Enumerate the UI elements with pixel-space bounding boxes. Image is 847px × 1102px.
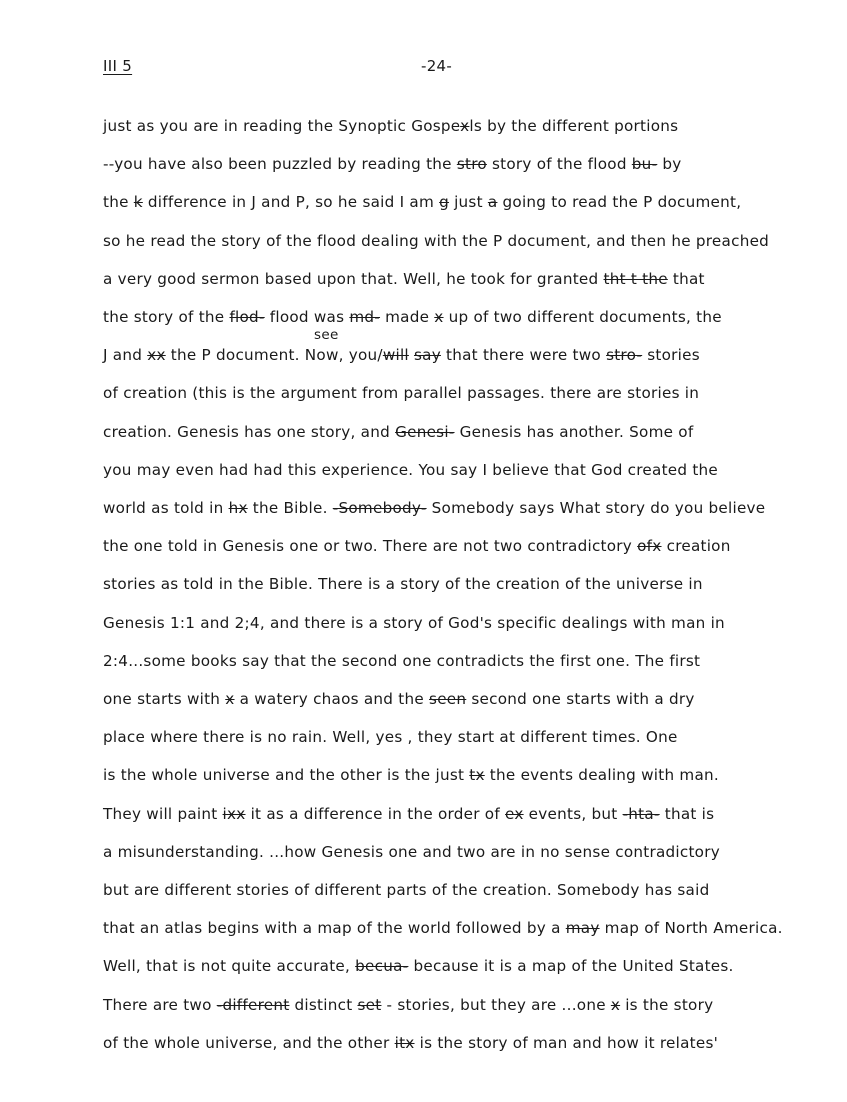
struck-text: xx	[147, 346, 166, 365]
struck-text: hx	[228, 499, 248, 517]
text-line	[103, 345, 700, 365]
text-run: 2:4...some books say that the second one contradicts the first one. The first	[103, 651, 701, 670]
text-run: that there were two	[440, 346, 607, 365]
text-run: stories	[642, 346, 700, 365]
text-line	[103, 574, 703, 594]
struck-text: x	[225, 690, 235, 708]
text-run: Genesis has another. Some of	[454, 422, 694, 441]
text-run: second one starts with a dry	[466, 690, 695, 708]
struck-text: x	[460, 117, 470, 135]
text-run: events, but	[523, 804, 623, 823]
text-run: it as a difference in the order of	[245, 804, 506, 823]
text-run: made	[380, 308, 435, 326]
text-line	[103, 269, 705, 289]
struck-text: becua-	[355, 957, 409, 976]
text-run: going to read the P document,	[497, 193, 742, 212]
struck-text: x	[610, 995, 621, 1014]
page-number: -24-	[421, 57, 453, 75]
text-run: the one told in Genesis one or two. There are not two contradictory	[103, 537, 638, 556]
text-run: just as you are in reading the Synoptic Gospe	[103, 117, 461, 135]
text-line	[103, 689, 695, 709]
struck-text: set	[357, 995, 382, 1014]
section-label: III 5	[103, 57, 133, 75]
struck-text: g	[439, 193, 449, 212]
text-run: creation	[661, 537, 731, 556]
text-run: the P document. Now, you/	[165, 346, 383, 365]
text-line	[103, 383, 699, 403]
text-run: Somebody says What story do you believe	[426, 499, 766, 517]
text-run: the story of the	[103, 308, 230, 326]
struck-text: -hta-	[622, 804, 660, 823]
struck-text: Genesi-	[395, 422, 455, 441]
text-run: of the whole universe, and the other	[103, 1033, 395, 1052]
text-run: the	[103, 193, 134, 212]
text-run: flood was	[264, 308, 350, 326]
text-line	[103, 842, 720, 862]
text-run: that an atlas begins with a map of the world followed by a	[103, 919, 566, 938]
text-line	[103, 613, 725, 633]
struck-text: ixx	[222, 804, 246, 823]
text-run: world as told in	[103, 499, 229, 517]
text-run: of creation (this is the argument from parallel passages. there are stories in	[103, 384, 700, 403]
text-run: that	[667, 269, 705, 288]
struck-text: x	[434, 308, 444, 326]
text-run: difference in J and P, so he said I am	[142, 193, 440, 212]
text-run: map of North America.	[599, 919, 783, 938]
text-line	[103, 727, 678, 747]
text-run: so he read the story of the flood dealing with the P document, and then he preached	[103, 231, 770, 250]
struck-text: will	[382, 346, 409, 365]
text-run: by	[657, 155, 682, 174]
text-run: just	[449, 193, 488, 212]
struck-text: stro-	[606, 346, 643, 365]
struck-text: tx	[469, 766, 485, 785]
text-run: creation. Genesis has one story, and	[103, 422, 396, 441]
text-run: story of the flood	[486, 155, 632, 174]
text-run: Genesis 1:1 and 2;4, and there is a story of God's specific dealings with man in	[103, 613, 725, 632]
text-line	[103, 651, 700, 671]
text-run: one starts with	[103, 690, 226, 708]
text-line	[103, 154, 682, 174]
text-run: up of two different documents, the	[443, 308, 722, 326]
text-line	[103, 231, 769, 251]
struck-text: tht t the	[603, 269, 668, 288]
text-line	[103, 804, 714, 824]
struck-text: bu-	[631, 155, 658, 174]
text-line	[103, 307, 722, 327]
text-run: is the whole universe and the other is the just	[103, 766, 470, 785]
struck-text: itx	[394, 1033, 415, 1052]
text-run: --you have also been puzzled by reading the	[103, 155, 457, 174]
struck-text: ofx	[637, 537, 662, 556]
text-line	[103, 765, 719, 785]
text-run: a very good sermon based upon that. Well, he took for granted	[103, 269, 604, 288]
struck-text: may	[565, 919, 600, 938]
text-run: There are two	[103, 995, 217, 1014]
text-line	[103, 460, 718, 480]
text-line	[103, 536, 731, 556]
text-run: you may even had had this experience. You say I believe that God created the	[103, 460, 719, 479]
text-run: the events dealing with man.	[484, 766, 719, 785]
text-run: is the story	[620, 995, 714, 1014]
struck-text: say	[413, 346, 441, 365]
text-line	[103, 880, 709, 900]
struck-text: -different	[216, 995, 290, 1014]
text-line	[103, 498, 765, 518]
struck-text: k	[133, 193, 143, 212]
text-line	[103, 918, 783, 938]
text-run: They will paint	[103, 804, 223, 823]
struck-text: stro	[456, 155, 487, 174]
text-run: that is	[659, 804, 715, 823]
text-line	[103, 116, 678, 136]
struck-text: md-	[349, 308, 381, 326]
text-line	[103, 995, 713, 1015]
text-run: a misunderstanding. ...how Genesis one and two are in no sense contradictory	[103, 842, 720, 861]
text-line	[103, 422, 693, 442]
struck-text: flod-	[229, 308, 265, 326]
text-line	[103, 956, 734, 976]
text-run: the Bible.	[247, 499, 333, 517]
text-run: place where there is no rain. Well, yes , they start at different times. One	[103, 728, 678, 747]
struck-text: ex	[505, 804, 524, 823]
text-run: ls by the different portions	[469, 117, 679, 135]
struck-text: a	[487, 193, 498, 212]
text-run: distinct	[289, 995, 358, 1014]
text-run: J and	[103, 346, 148, 365]
text-run: but are different stories of different parts of the creation. Somebody has said	[103, 881, 710, 899]
text-run: a watery chaos and the	[234, 690, 430, 708]
text-run: stories as told in the Bible. There is a story of the creation of the universe in	[103, 575, 703, 594]
text-run: is the story of man and how it relates'	[414, 1033, 719, 1052]
struck-text: seen	[429, 690, 467, 708]
text-run: - stories, but they are ...one	[381, 995, 611, 1014]
text-line	[103, 192, 741, 212]
handwritten-insertion: see	[314, 327, 339, 343]
text-run: because it is a map of the United States.	[408, 957, 734, 976]
text-line	[103, 1033, 718, 1053]
struck-text: -Somebody-	[332, 499, 427, 517]
text-run: Well, that is not quite accurate,	[103, 957, 356, 976]
